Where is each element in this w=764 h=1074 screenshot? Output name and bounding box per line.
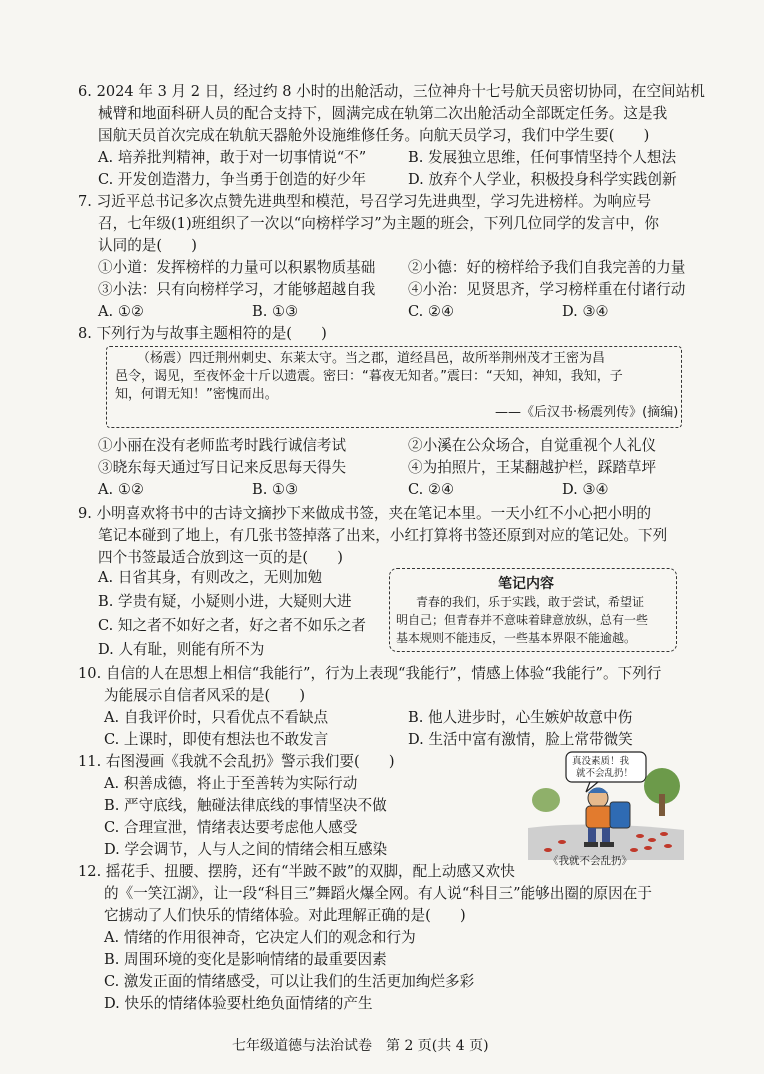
cartoon-caption: 《我就不会乱扔》 [548,855,632,867]
q8-option-c: C. ②④ [408,481,455,498]
q7-statement-3: ③小法：只有向榜样学习，才能够超越自我 [98,281,376,298]
q6-stem-line2: 械臂和地面科研人员的配合支持下，圆满完成在轨第二次出舱活动全部既定任务。这是我 [98,105,668,122]
q9-note-line3: 基本规则不能违反，一些基本界限不能逾越。 [396,631,637,645]
q10-option-b: B. 他人进步时，心生嫉妒故意中伤 [408,709,633,726]
q7-option-d: D. ③④ [562,303,609,320]
q8-statement-3: ③晓东每天通过写日记来反思每天得失 [98,459,347,476]
q9-note-box [389,568,677,652]
q9-option-d: D. 人有耻，则能有所不为 [98,641,265,658]
q12-option-b: B. 周围环境的变化是影响情绪的最重要因素 [104,951,387,968]
q12-option-c: C. 激发正面的情绪感受，可以让我们的生活更加绚烂多彩 [104,973,475,990]
q7-option-c: C. ②④ [408,303,455,320]
q8-stem: 8. 下列行为与故事主题相符的是( ) [78,325,327,342]
cartoon-bubble-line2: 就不会乱扔！ [576,768,634,779]
q8-option-b: B. ①③ [252,481,299,498]
cartoon-bubble-line1: 真没素质！我 [572,756,630,767]
q9-note-title: 笔记内容 [498,576,554,592]
q7-stem-line3: 认同的是( ) [98,237,197,254]
q8-quote-source: ——《后汉书·杨震列传》(摘编) [495,405,679,420]
q12-stem-line2: 的《一笑江湖》，让一段“科目三”舞蹈火爆全网。有人说“科目三”能够出圈的原因在于 [104,885,652,902]
q11-stem: 11. 右图漫画《我就不会乱扔》警示我们要( ) [78,753,395,770]
q8-option-d: D. ③④ [562,481,609,498]
q10-option-c: C. 上课时，即使有想法也不敢发言 [104,731,329,748]
q11-option-d: D. 学会调节，人与人之间的情绪会相互感染 [104,841,388,858]
q8-quote-box [106,346,682,428]
q10-option-d: D. 生活中富有激情，脸上常带微笑 [408,731,633,748]
q9-option-b: B. 学贵有疑，小疑则小进，大疑则大进 [98,593,352,610]
q9-note-line2: 明自己；但青春并不意味着肆意放纵，总有一些 [396,613,649,627]
q10-stem-line1: 10. 自信的人在思想上相信“我能行”，行为上表现“我能行”，情感上体验“我能行”。下列行 [78,665,662,682]
q6-option-b: B. 发展独立思维，任何事情坚持个人想法 [408,149,677,166]
q9-stem-line2: 笔记本碰到了地上，有几张书签掉落了出来，小红打算将书签还原到对应的笔记处。下列 [98,527,668,544]
q12-option-a: A. 情绪的作用很神奇，它决定人们的观念和行为 [104,929,416,946]
q6-option-a: A. 培养批判精神，敢于对一切事情说“不” [98,149,367,166]
q7-statement-4: ④小治：见贤思齐，学习榜样重在付诸行动 [408,281,686,298]
q8-statement-1: ①小丽在没有老师监考时践行诚信考试 [98,437,347,454]
q9-option-a: A. 日省其身，有则改之，无则加勉 [98,569,323,586]
q11-cartoon [528,750,684,872]
q9-stem-line3: 四个书签最适合放到这一页的是( ) [98,549,343,566]
q6-option-c: C. 开发创造潜力，争当勇于创造的好少年 [98,171,367,188]
q9-note-line1: 青春的我们，乐于实践，敢于尝试，希望证 [416,595,645,609]
q6-option-d: D. 放弃个人学业，积极投身科学实践创新 [408,171,677,188]
q7-option-a: A. ①② [98,303,144,320]
q7-statement-1: ①小道：发挥榜样的力量可以积累物质基础 [98,259,376,276]
q10-option-a: A. 自我评价时，只看优点不看缺点 [104,709,329,726]
q8-option-a: A. ①② [98,481,144,498]
q8-statement-4: ④为拍照片，王某翻越护栏，踩踏草坪 [408,459,657,476]
q6-stem-line3: 国航天员首次完成在轨航天器舱外设施维修任务。向航天员学习，我们中学生要( ) [98,127,650,144]
q12-stem-line1: 12. 摇花手、扭腰、摆胯，还有“半跛不跛”的双脚，配上动感又欢快 [78,863,515,880]
q8-quote-line1: （杨震）四迁荆州刺史、东莱太守。当之郡，道经昌邑，故所举荆州茂才王密为昌 [137,351,606,366]
q10-stem-line2: 为能展示自信者风采的是( ) [104,687,306,704]
q9-option-c: C. 知之者不如好之者，好之者不如乐之者 [98,617,367,634]
page-footer: 七年级道德与法治试卷 第 2 页(共 4 页) [232,1038,489,1054]
q11-option-c: C. 合理宣泄，情绪表达要考虑他人感受 [104,819,358,836]
q8-quote-line3: 知，何谓无知！”密愧而出。 [115,387,278,402]
q7-statement-2: ②小德：好的榜样给予我们自我完善的力量 [408,259,686,276]
q7-option-b: B. ①③ [252,303,299,320]
q9-stem-line1: 9. 小明喜欢将书中的古诗文摘抄下来做成书签，夹在笔记本里。一天小红不小心把小明的 [78,505,652,522]
q12-option-d: D. 快乐的情绪体验要杜绝负面情绪的产生 [104,995,373,1012]
q12-stem-line3: 它掳动了人们快乐的情绪体验。对此理解正确的是( ) [104,907,466,924]
q8-quote-line2: 邑令，谒见，至夜怀金十斤以遗震。密曰：“暮夜无知者。”震曰：“天知，神知，我知，子 [115,369,623,384]
q6-stem-line1: 6. 2024 年 3 月 2 日，经过约 8 小时的出舱活动，三位神舟十七号航天员密切协同，在空间站机 [78,83,705,100]
q11-option-a: A. 积善成德，将止于至善转为实际行动 [104,775,358,792]
q7-stem-line2: 召，七年级(1)班组织了一次以“向榜样学习”为主题的班会，下列几位同学的发言中，你 [98,215,659,232]
q7-stem-line1: 7. 习近平总书记多次点赞先进典型和模范，号召学习先进典型，学习先进榜样。为响应号 [78,193,652,210]
q11-option-b: B. 严守底线，触碰法律底线的事情坚决不做 [104,797,387,814]
q8-statement-2: ②小溪在公众场合，自觉重视个人礼仪 [408,437,657,454]
